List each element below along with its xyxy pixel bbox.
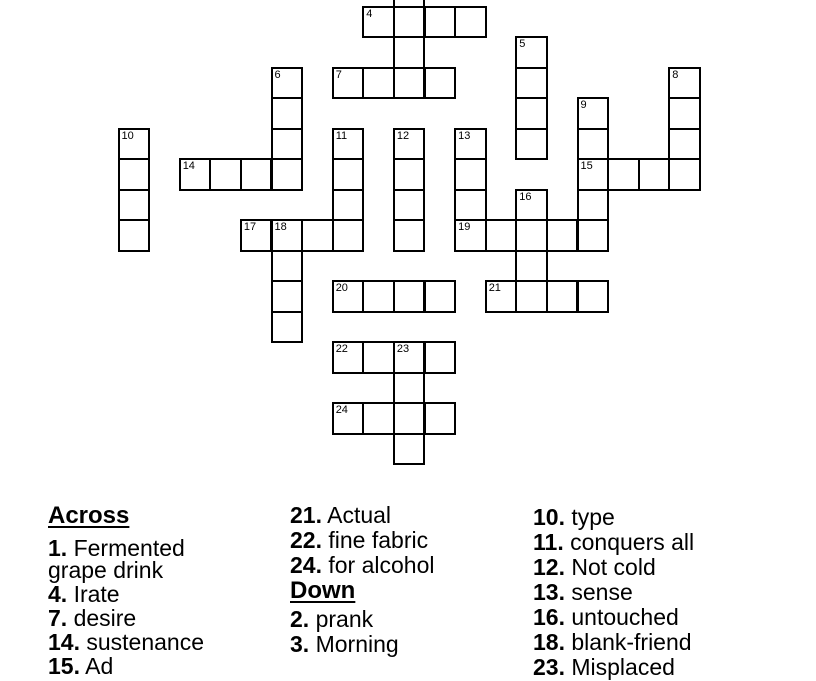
clue-item [48, 537, 244, 581]
cell-number: 14 [182, 160, 195, 173]
clue-text: Fermented grape drink [48, 535, 185, 583]
cell-number: 11 [335, 129, 348, 142]
clue-number: 13. [533, 579, 565, 605]
clue-item [533, 531, 813, 553]
down-heading: Down [290, 577, 356, 604]
clue-item [48, 583, 244, 605]
cell-number: 22 [335, 343, 348, 356]
clue-text: sense [571, 579, 633, 605]
cell-number: 19 [458, 221, 471, 234]
cell-number: 12 [396, 129, 410, 142]
clue-item [290, 529, 525, 551]
clue-text: untouched [571, 604, 679, 630]
cell-number: 23 [396, 343, 410, 356]
clue-item [533, 556, 813, 578]
cell-number: 5 [519, 38, 526, 51]
cell-number: 20 [335, 282, 348, 295]
cell-number: 18 [274, 221, 287, 234]
clue-text: type [571, 504, 615, 530]
clue-number: 3. [290, 631, 310, 657]
clue-number: 11. [533, 529, 564, 555]
clue-number: 18. [533, 629, 565, 655]
cell-number: 21 [488, 282, 501, 295]
clue-item [48, 655, 244, 677]
clue-item [290, 633, 525, 655]
clue-item [290, 504, 525, 526]
clue-item [533, 656, 813, 678]
clue-number: 7. [48, 605, 68, 631]
clue-item [48, 607, 244, 629]
clue-item [533, 606, 813, 628]
clue-number: 16. [533, 604, 565, 630]
cell-number: 24 [335, 404, 348, 417]
clue-number: 21. [290, 502, 322, 528]
cell-number: 6 [274, 68, 281, 81]
cell-number: 17 [243, 221, 257, 234]
clue-text: blank-friend [571, 629, 692, 655]
clue-number: 24. [290, 552, 322, 578]
clue-item [533, 581, 813, 603]
cell-number: 9 [580, 99, 587, 112]
clue-text: fine fabric [328, 527, 429, 553]
clue-item [533, 506, 813, 528]
clue-text: Not cold [571, 554, 656, 580]
cell-number: 7 [335, 68, 342, 81]
clue-number: 22. [290, 527, 322, 553]
cell-number: 16 [519, 190, 532, 203]
clue-column-1 [48, 503, 244, 679]
cell-number: 15 [580, 160, 593, 173]
clue-number: 4. [48, 581, 68, 607]
clue-text: sustenance [86, 629, 205, 655]
clue-text: Ad [85, 653, 114, 679]
clue-text: prank [315, 606, 374, 632]
clue-column-3 [533, 506, 813, 681]
clue-item [290, 554, 525, 576]
clue-item [290, 608, 525, 630]
clue-number: 15. [48, 653, 80, 679]
clue-item [533, 631, 813, 653]
cell-number: 8 [672, 68, 679, 81]
clue-number: 1. [48, 535, 68, 561]
clue-text: Irate [73, 581, 120, 607]
clue-text: for alcohol [328, 552, 435, 578]
clue-column-2 [290, 504, 525, 658]
clue-item [48, 631, 244, 653]
clue-number: 12. [533, 554, 565, 580]
clue-text: Actual [327, 502, 392, 528]
cell-number: 13 [458, 129, 471, 142]
clue-text: desire [73, 605, 137, 631]
clue-number: 23. [533, 654, 565, 680]
cell-number: 10 [121, 129, 134, 142]
cell-number: 4 [366, 7, 373, 20]
clue-number: 14. [48, 629, 80, 655]
clue-number: 2. [290, 606, 310, 632]
clue-text: conquers all [570, 529, 695, 555]
clue-text: Misplaced [571, 654, 675, 680]
clue-number: 10. [533, 504, 565, 530]
clue-text: Morning [315, 631, 399, 657]
across-heading: Across [48, 502, 130, 529]
